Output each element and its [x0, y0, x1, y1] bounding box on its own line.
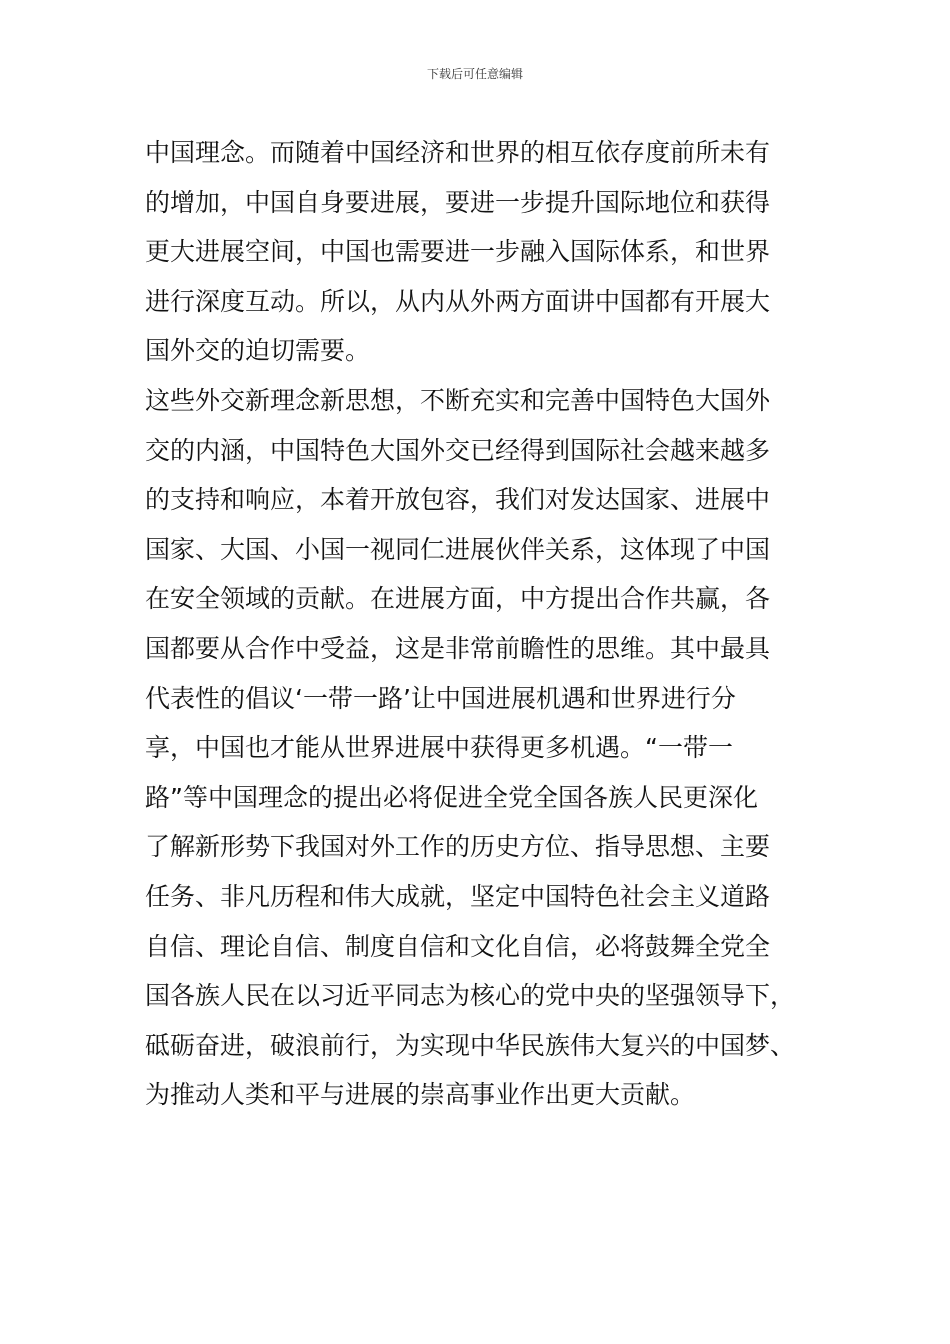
text-line: 自信、理论自信、制度自信和文化自信，必将鼓舞全党全: [145, 931, 771, 961]
text-line: 国都要从合作中受益，这是非常前瞻性的思维。其中最具: [145, 633, 771, 663]
text-line: 这些外交新理念新思想，不断充实和完善中国特色大国外: [145, 385, 771, 415]
text-line: 进行深度互动。所以，从内从外两方面讲中国都有开展大: [145, 286, 771, 316]
page-header: 下载后可任意编辑: [426, 67, 523, 81]
text-line: 中国理念。而随着中国经济和世界的相互依存度前所未有: [145, 138, 771, 167]
text-line: 的支持和响应，本着开放包容，我们对发达国家、进展中: [145, 485, 771, 515]
text-line: 在安全领域的贡献。在进展方面，中方提出合作共赢，各: [145, 584, 771, 614]
text-line: 任务、非凡历程和伟大成就，坚定中国特色社会主义道路: [145, 881, 771, 911]
text-line: 为推动人类和平与进展的崇高事业作出更大贡献。: [145, 1080, 696, 1110]
document-body: [145, 128, 805, 1120]
text-line: 砥砺奋进，破浪前行，为实现中华民族伟大复兴的中国梦、: [145, 1030, 796, 1060]
text-line: 代表性的倡议‘一带一路’让中国进展机遇和世界进行分: [145, 683, 736, 713]
text-line: 了解新形势下我国对外工作的历史方位、指导思想、主要: [145, 832, 771, 862]
text-line: 的增加，中国自身要进展，要进一步提升国际地位和获得: [145, 187, 771, 217]
text-line: 路”等中国理念的提出必将促进全党全国各族人民更深化: [145, 782, 758, 812]
text-line: 享，中国也才能从世界进展中获得更多机遇。“一带一: [145, 733, 733, 763]
text-line: 更大进展空间，中国也需要进一步融入国际体系，和世界: [145, 237, 771, 267]
text-line: 交的内涵，中国特色大国外交已经得到国际社会越来越多: [145, 435, 771, 465]
text-line: 国外交的迫切需要。: [145, 336, 371, 366]
text-line: 国各族人民在以习近平同志为核心的党中央的坚强领导下，: [145, 981, 796, 1011]
text-line: 国家、大国、小国一视同仁进展伙伴关系，这体现了中国: [145, 534, 771, 564]
